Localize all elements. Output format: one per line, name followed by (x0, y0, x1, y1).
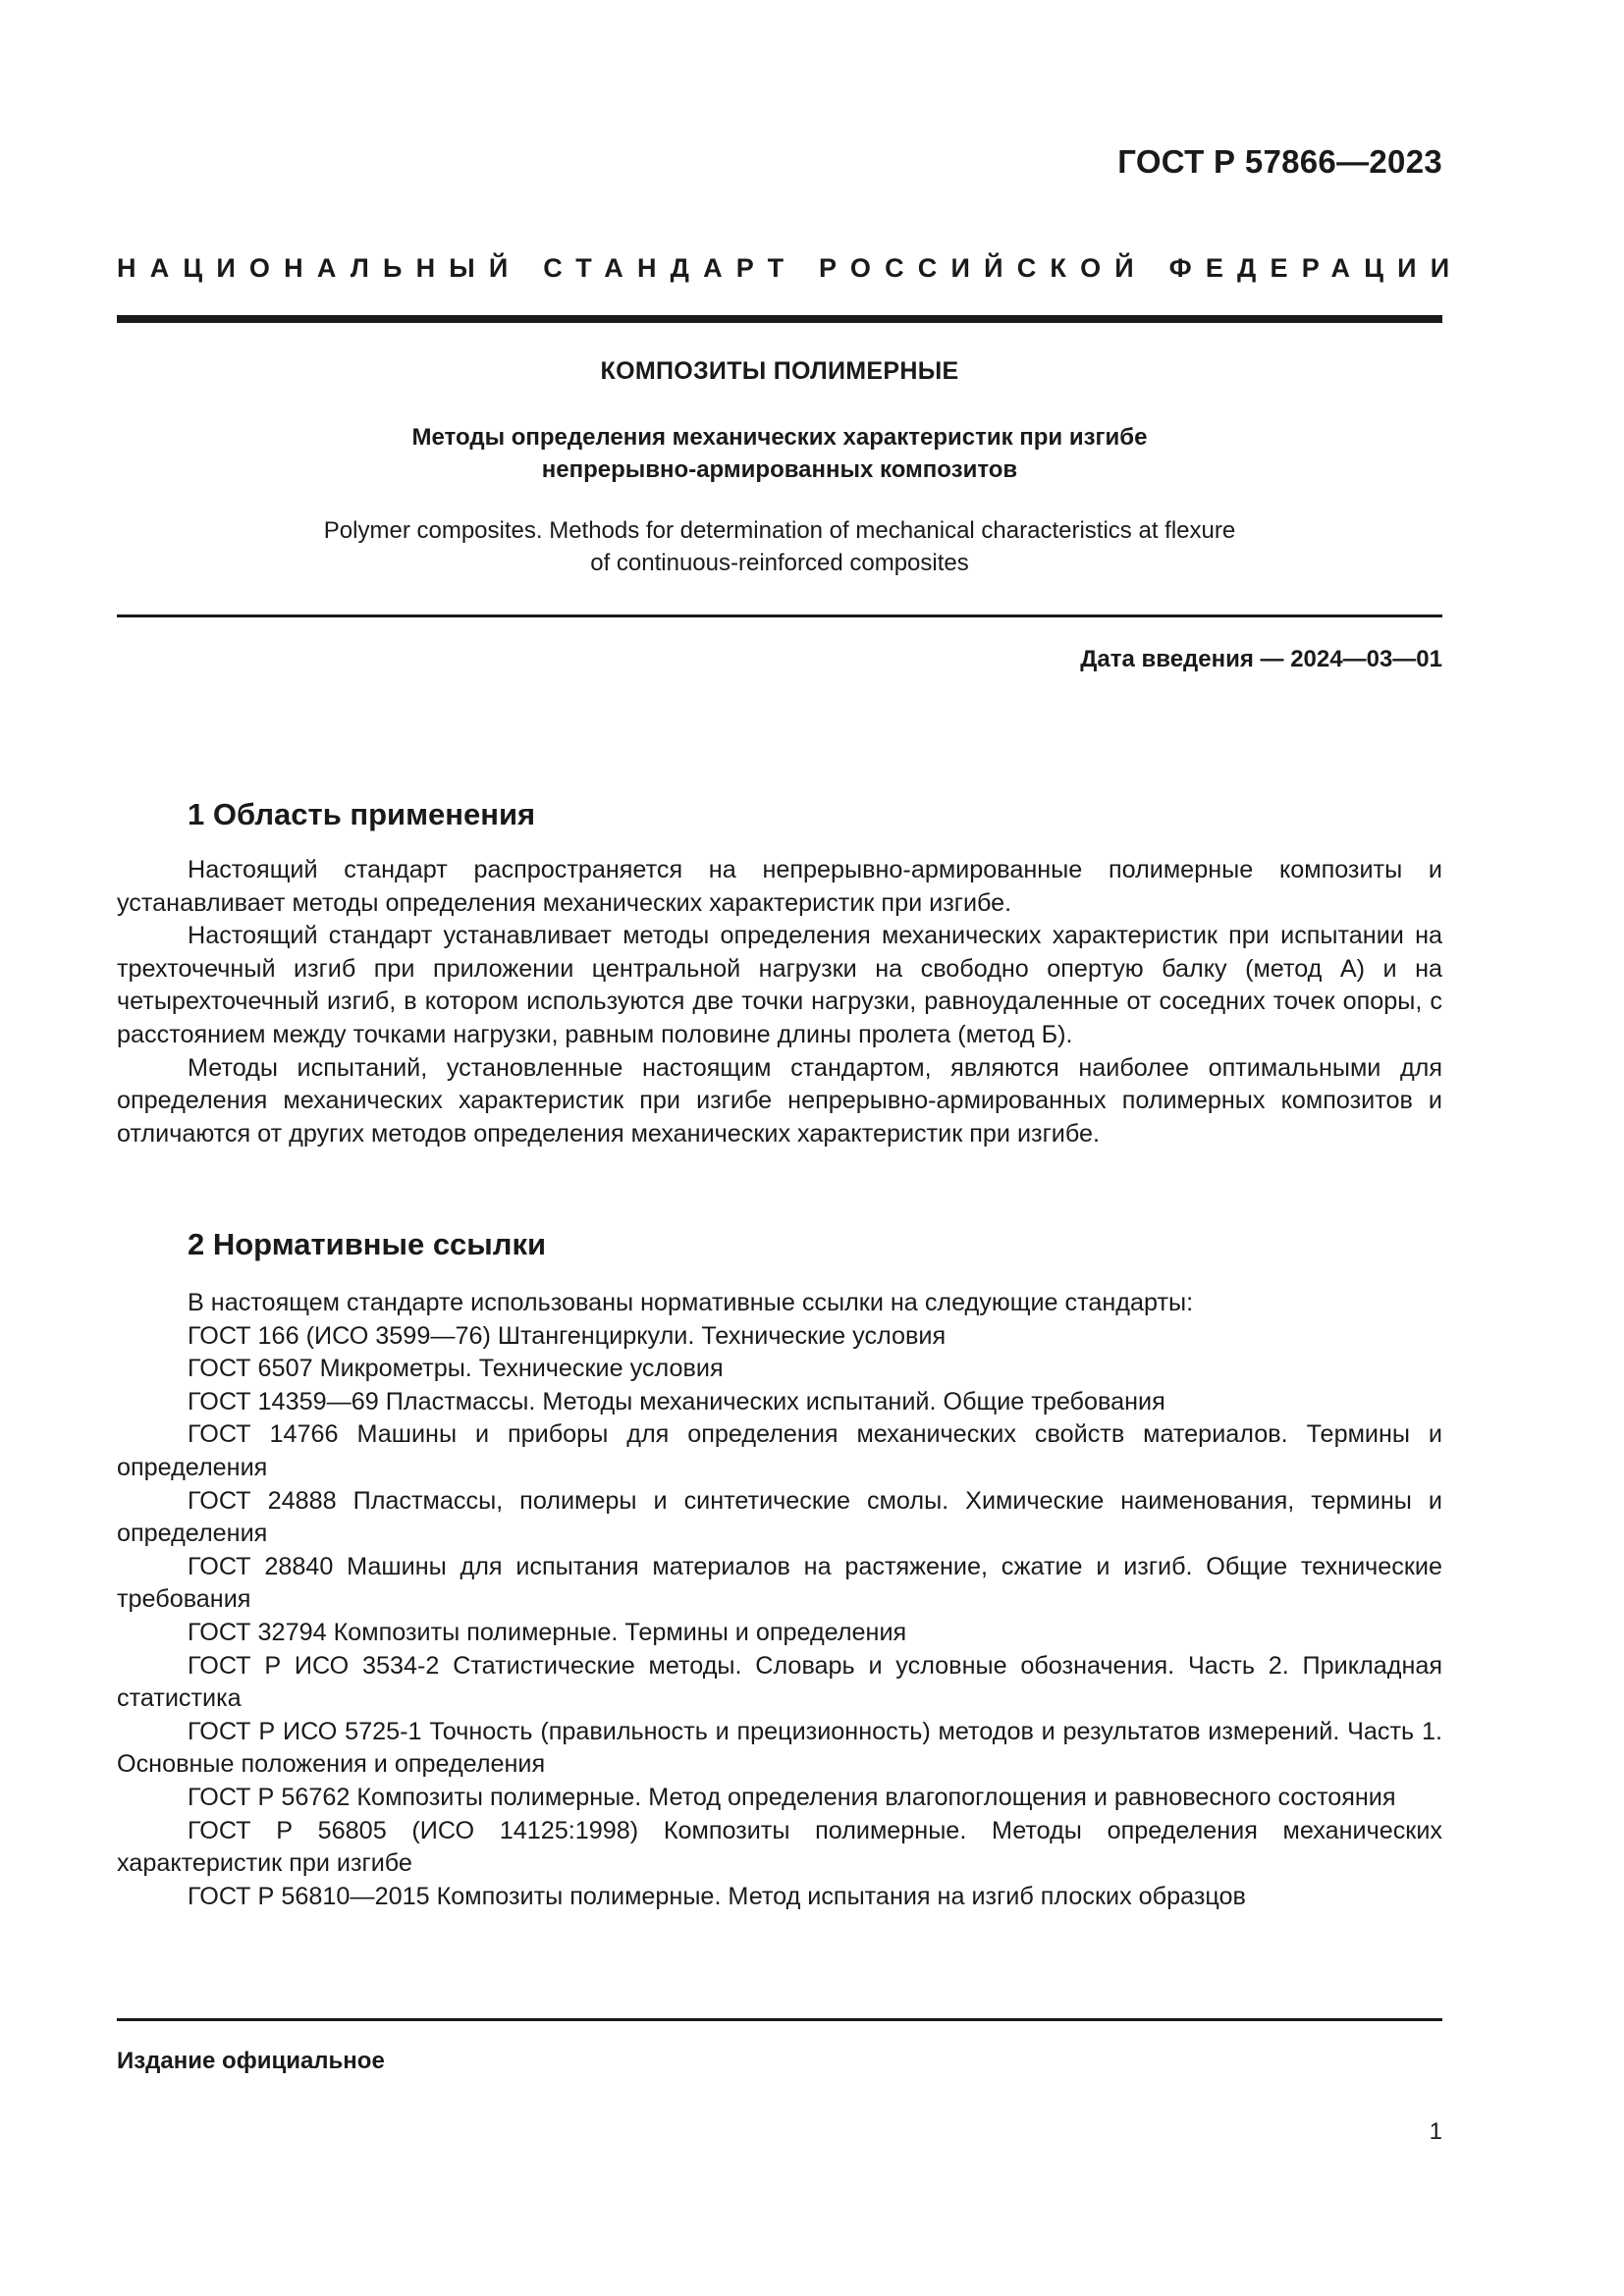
reference-item: ГОСТ 32794 Композиты полимерные. Термины и определения (188, 1618, 907, 1646)
reference-item: ГОСТ 166 (ИСО 3599—76) Штангенциркули. Технические условия (188, 1321, 947, 1350)
document-subtitle (117, 421, 1442, 486)
english-title (117, 514, 1442, 579)
reference-item: ГОСТ 6507 Микрометры. Технические условия (188, 1355, 724, 1383)
document-title: КОМПОЗИТЫ ПОЛИМЕРНЫЕ (600, 357, 959, 385)
document-code: ГОСТ Р 57866—2023 (1117, 143, 1442, 180)
reference-item: ГОСТ Р ИСО 3534-2 Статистические методы. Словарь и условные обозначения. Часть 2. Прикладная статистика (117, 1651, 1442, 1713)
reference-item: ГОСТ 28840 Машины для испытания материалов на растяжение, сжатие и изгиб. Общие технические требования (117, 1552, 1442, 1614)
national-standard-banner: НАЦИОНАЛЬНЫЙ СТАНДАРТ РОССИЙСКОЙ ФЕДЕРАЦИИ (117, 253, 1464, 283)
reference-item: ГОСТ 14359—69 Пластмассы. Методы механических испытаний. Общие требования (188, 1387, 1165, 1415)
english-title-line: Polymer composites. Methods for determination of mechanical characteristics at flexure (323, 517, 1236, 544)
subtitle-line: Методы определения механических характеристик при изгибе (411, 424, 1148, 451)
section-heading-scope: 1 Область применения (188, 797, 536, 831)
section-scope-body (117, 854, 1442, 1150)
footer-rule (117, 2018, 1442, 2021)
header-rule (117, 315, 1442, 323)
introduction-date: Дата введения — 2024—03—01 (1080, 646, 1442, 672)
reference-item: ГОСТ Р 56762 Композиты полимерные. Метод определения влагопоглощения и равновесного состояния (188, 1783, 1396, 1811)
document-page (117, 0, 1464, 2296)
reference-item: ГОСТ Р ИСО 5725-1 Точность (правильность и прецизионность) методов и результатов измерений. Часть 1. Основные положения и определения (117, 1717, 1442, 1779)
reference-item: ГОСТ Р 56810—2015 Композиты полимерные. Метод испытания на изгиб плоских образцов (188, 1882, 1246, 1910)
reference-item: ГОСТ 24888 Пластмассы, полимеры и синтетические смолы. Химические наименования, термины и определения (117, 1486, 1442, 1548)
section-references-body (117, 1287, 1442, 1913)
title-rule (117, 614, 1442, 617)
reference-item: ГОСТ 14766 Машины и приборы для определения механических свойств материалов. Термины и определения (117, 1420, 1442, 1481)
official-edition-label: Издание официальное (117, 2048, 385, 2074)
paragraph: Настоящий стандарт распространяется на непрерывно-армированные полимерные композиты и устанавливает методы определения механических характеристик при изгибе. (117, 856, 1442, 917)
paragraph: Настоящий стандарт устанавливает методы определения механических характеристик при испытании на трехточечный изгиб при приложении центральной нагрузки на свободно опертую балку (метод А) и на четырехточечный изгиб, в котором используются две точки нагрузки, равноудаленные от соседних точек опоры, с расстоянием между точками нагрузки, равным половине длины пролета (метод Б). (117, 922, 1442, 1048)
page-number: 1 (1429, 2118, 1442, 2145)
english-title-line: of continuous-reinforced composites (590, 550, 969, 576)
section-heading-references: 2 Нормативные ссылки (188, 1227, 547, 1261)
paragraph: В настоящем стандарте использованы нормативные ссылки на следующие стандарты: (188, 1289, 1194, 1316)
reference-item: ГОСТ Р 56805 (ИСО 14125:1998) Композиты полимерные. Методы определения механических характеристик при изгибе (117, 1816, 1442, 1878)
paragraph: Методы испытаний, установленные настоящим стандартом, являются наиболее оптимальными для определения механических характеристик при изгибе непрерывно-армированных полимерных композитов и отличаются от других методов определения механических характеристик при изгибе. (117, 1053, 1442, 1148)
subtitle-line: непрерывно-армированных композитов (541, 456, 1018, 483)
